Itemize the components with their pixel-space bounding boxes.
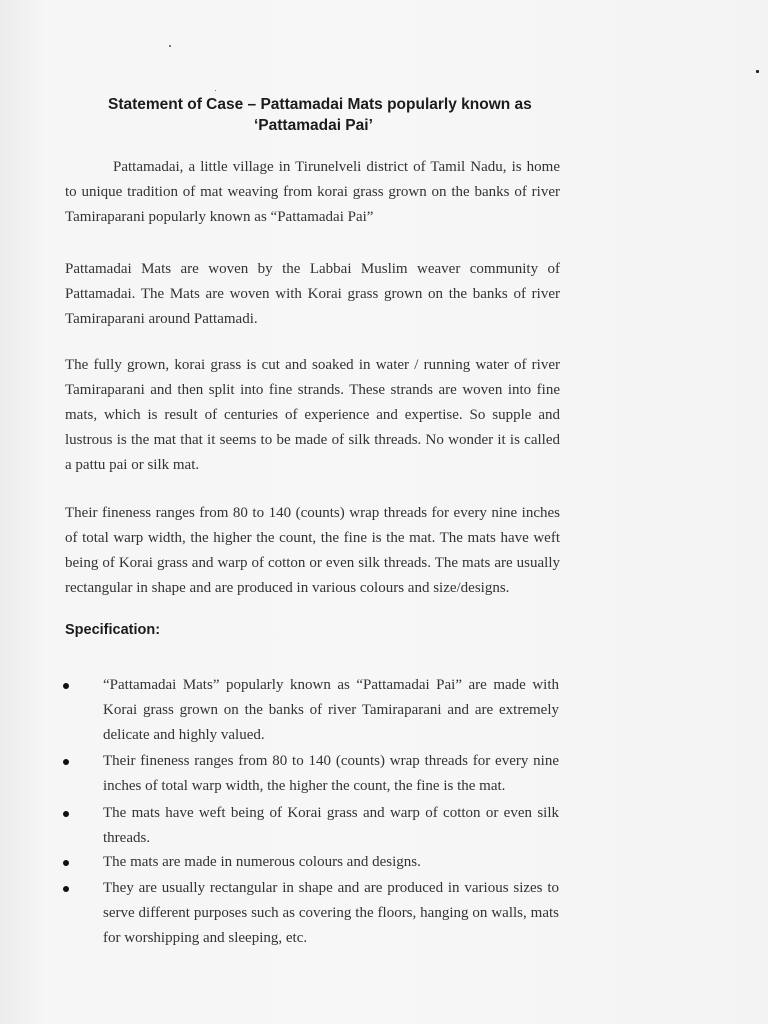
list-item: Their fineness ranges from 80 to 140 (counts) wrap threads for every nine inches of total warp width, the higher the count, the fine is the mat.: [103, 753, 559, 794]
bullet-icon: [63, 860, 69, 866]
bullet-icon: [63, 811, 69, 817]
list-item: They are usually rectangular in shape and are produced in various sizes to serve different purposes such as covering the floors, hanging on walls, mats for worshipping and sleeping, etc.: [103, 880, 559, 946]
paragraph-weavers: [65, 257, 560, 332]
title-line-2: ‘Pattamadai Pai’: [254, 117, 373, 134]
paragraph-text: Pattamadai, a little village in Tirunelveli district of Tamil Nadu, is home to unique tradition of mat weaving from korai grass grown on the banks of river Tamiraparani popularly known as “Pattamadai Pai”: [65, 159, 560, 225]
paragraph-text: Pattamadai Mats are woven by the Labbai Muslim weaver community of Pattamadai. The Mats are woven with Korai grass grown on the banks of river Tamiraparani around Pattamadi.: [65, 261, 560, 327]
list-item: “Pattamadai Mats” popularly known as “Pattamadai Pai” are made with Korai grass grown on the banks of river Tamiraparani and are extremely delicate and highly valued.: [103, 677, 559, 743]
scan-speck: [756, 70, 759, 73]
bullet-icon: [63, 886, 69, 892]
list-item: The mats have weft being of Korai grass and warp of cotton or even silk threads.: [103, 805, 559, 846]
title-line-1: Statement of Case – Pattamadai Mats popularly known as: [108, 96, 532, 113]
specification-heading: Specification:: [65, 622, 161, 638]
paragraph-intro: [65, 155, 560, 230]
paragraph-text: The fully grown, korai grass is cut and soaked in water / running water of river Tamiraparani and then split into fine strands. These strands are woven into fine mats, which is result of centuries of experience and expertise. So supple and lustrous is the mat that it seems to be made of silk threads. No wonder it is called a pattu pai or silk mat.: [65, 357, 560, 473]
bullet-icon: [63, 683, 69, 689]
scan-speck: [215, 90, 216, 91]
document-title: [100, 94, 620, 136]
paragraph-process: [65, 353, 560, 478]
scan-speck: [169, 45, 171, 47]
list-item: The mats are made in numerous colours and designs.: [103, 854, 421, 870]
paragraph-fineness: [65, 501, 560, 601]
bullet-icon: [63, 759, 69, 765]
paragraph-text: Their fineness ranges from 80 to 140 (counts) wrap threads for every nine inches of total warp width, the higher the count, the fine is the mat. The mats have weft being of Korai grass and warp of cotton or even silk threads. The mats are usually rectangular in shape and are produced in various colours and size/designs.: [65, 505, 560, 596]
